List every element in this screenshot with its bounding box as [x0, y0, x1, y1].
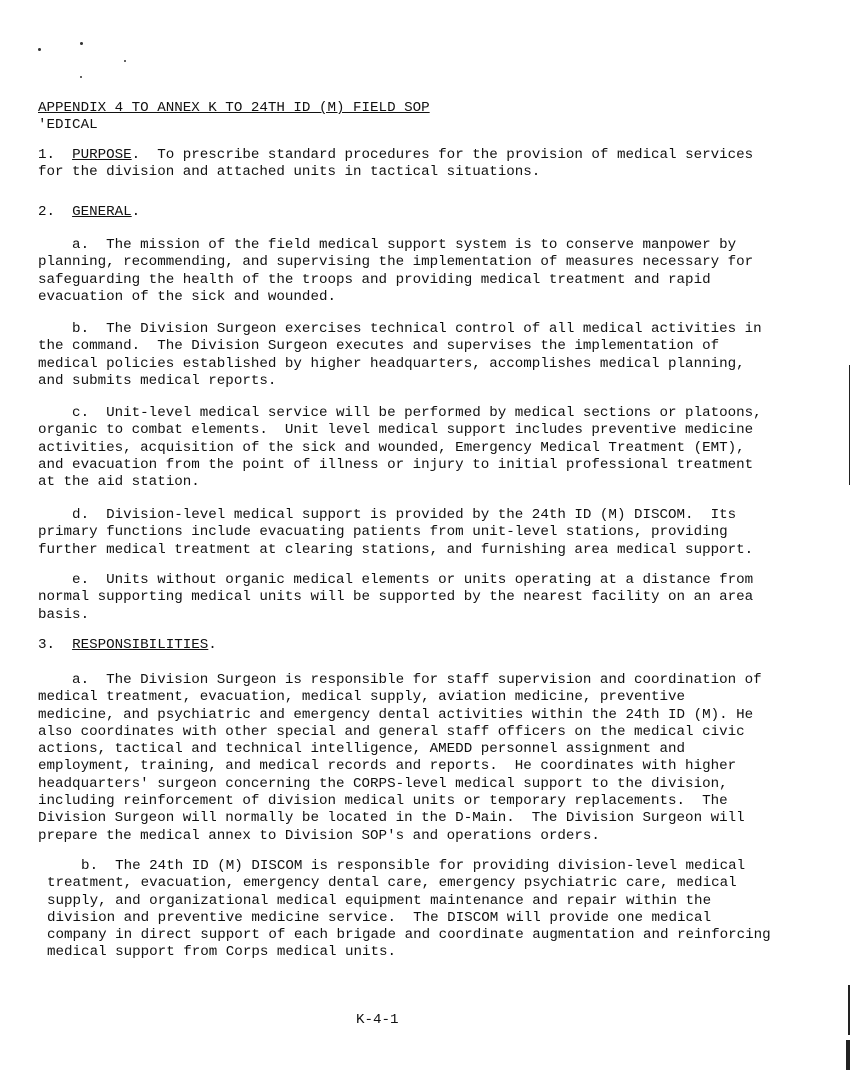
section-general — [38, 204, 140, 221]
text-line: b. The 24th ID (M) DISCOM is responsible for providing division-level medical — [47, 858, 746, 874]
text-line: medicine, and psychiatric and emergency dental activities within the 24th ID (M). He — [38, 706, 754, 723]
text-line: planning, recommending, and supervising the implementation of measures necessary for — [38, 254, 754, 271]
text-line: Division Surgeon will normally be located in the D-Main. The Division Surgeon will — [38, 810, 745, 827]
section-heading: GENERAL — [72, 204, 132, 220]
text-line: headquarters' surgeon concerning the CORPS-level medical support to the division, — [38, 775, 728, 792]
document-subtitle: 'EDICAL — [38, 117, 98, 134]
text-line: normal supporting medical units will be supported by the nearest facility on an area — [38, 589, 754, 606]
text-line: medical support from Corps medical units. — [47, 944, 397, 961]
text-line: evacuation of the sick and wounded. — [38, 288, 336, 305]
text-line: and submits medical reports. — [38, 372, 277, 389]
text-line: employment, training, and medical records and reports. He coordinates with higher — [38, 758, 737, 775]
page-number: K-4-1 — [356, 1012, 399, 1028]
text-line: activities, acquisition of the sick and wounded, Emergency Medical Treatment (EMT), — [38, 439, 745, 456]
paragraph-3b — [47, 858, 771, 962]
text-line: and evacuation from the point of illness or injury to initial professional treatment — [38, 456, 754, 473]
text-line: the command. The Division Surgeon executes and supervises the implementation of — [38, 338, 720, 355]
section-number: 1. — [38, 147, 56, 163]
text-line: basis. — [38, 606, 90, 623]
text-line: actions, tactical and technical intelligence, AMEDD personnel assignment and — [38, 741, 686, 758]
section-purpose — [38, 147, 753, 182]
text-line: company in direct support of each brigade and coordinate augmentation and reinforcing — [47, 927, 771, 944]
punct: . — [131, 204, 141, 220]
paragraph-2c — [38, 405, 762, 491]
scan-speck — [80, 76, 82, 78]
text-line: for the division and attached units in tactical situations. — [38, 164, 541, 181]
paragraph-2b — [38, 321, 762, 390]
text-line: at the aid station. — [38, 474, 200, 491]
text-line: b. The Division Surgeon exercises technical control of all medical activities in — [38, 321, 762, 337]
text-line: e. Units without organic medical elements or units operating at a distance from — [38, 572, 754, 588]
section-number: 2. — [38, 204, 56, 220]
text-line: treatment, evacuation, emergency dental care, emergency psychiatric care, medical — [47, 875, 737, 892]
text-line: medical policies established by higher headquarters, accomplishes medical planning, — [38, 355, 745, 372]
text-line: organic to combat elements. Unit level medical support includes preventive medicine — [38, 422, 754, 439]
text-line: medical treatment, evacuation, medical supply, aviation medicine, preventive — [38, 689, 686, 706]
paragraph-3a — [38, 672, 762, 845]
text-line: also coordinates with other special and general staff officers on the medical civic — [38, 723, 745, 740]
text-line: division and preventive medicine service. The DISCOM will provide one medical — [47, 909, 712, 926]
section-heading: PURPOSE — [72, 147, 132, 163]
paragraph-2e — [38, 572, 753, 624]
appendix-header — [38, 100, 430, 135]
scan-speck — [124, 60, 126, 62]
text-line: primary functions include evacuating patients from unit-level stations, providing — [38, 524, 728, 541]
paragraph-2d — [38, 507, 753, 559]
text-line: a. The Division Surgeon is responsible for staff supervision and coordination of — [38, 672, 762, 688]
text-line: safeguarding the health of the troops and providing medical treatment and rapid — [38, 271, 711, 288]
text-line: further medical treatment at clearing stations, and furnishing area medical support. — [38, 541, 754, 558]
document-title: APPENDIX 4 TO ANNEX K TO 24TH ID (M) FIELD SOP — [38, 100, 430, 116]
scan-edge — [846, 1040, 850, 1070]
text-line: supply, and organizational medical equipment maintenance and repair within the — [47, 892, 712, 909]
scan-speck — [80, 42, 83, 45]
text-line: prepare the medical annex to Division SOP's and operations orders. — [38, 827, 600, 844]
punct: . — [208, 637, 217, 653]
text-line: c. Unit-level medical service will be performed by medical sections or platoons, — [38, 405, 762, 421]
section-heading: RESPONSIBILITIES — [72, 637, 209, 653]
text-line: d. Division-level medical support is provided by the 24th ID (M) DISCOM. Its — [38, 507, 737, 523]
paragraph-2a — [38, 237, 753, 306]
section-text: . To prescribe standard procedures for the provision of medical services — [131, 147, 754, 163]
scan-speck — [38, 48, 41, 51]
text-line: including reinforcement of division medical units or temporary replacements. The — [38, 793, 728, 810]
section-number: 3. — [38, 637, 56, 653]
section-responsibilities — [38, 637, 217, 654]
text-line: a. The mission of the field medical support system is to conserve manpower by — [38, 237, 737, 253]
